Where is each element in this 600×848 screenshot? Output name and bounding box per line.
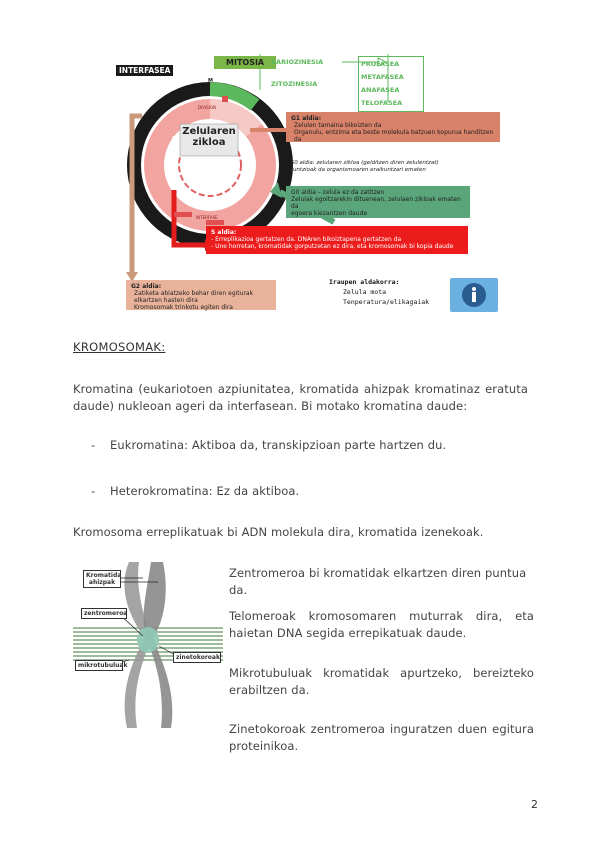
kariozinesia-label: KARIOZINESIA [271,58,324,66]
duration-block [329,277,449,307]
label-zentromeroa: zentromeroa [81,608,127,619]
s-line: - Une horretan, kromatidak gorputzetan ez dira, eta kromosomak bi kopia daude [211,243,454,250]
g1-title: G1 aldia: [291,115,322,122]
g0-box-line: egoera kiezantzen daude [291,210,368,217]
g0-box-line: G0 aldia – zelula ez da zatitzen [291,189,385,196]
ring-label-m: M [208,78,213,84]
s-title: S aldia: [211,229,237,236]
label-kromatida: Kromatida ahizpak [83,570,121,588]
info-icon[interactable] [450,278,498,312]
phase-item: TELOFASEA [361,99,403,107]
g2-box [126,280,276,310]
phase-item: PROFASEA [361,60,400,68]
centromere [137,627,159,653]
interfase-label: INTERFASEA [116,65,173,76]
g0-note [290,160,500,174]
phase-item: METAFASEA [361,73,404,81]
g0-box-line: Zelulak egoitzarekin dituenean, zelulaen zikloak ematen da [291,196,461,210]
g0-note-line: G0 aldia: zelularen zikloa (gelditzen diren zelulentzat) [290,160,439,166]
duration-item: Tenperatura/elikagaiak [343,298,430,306]
g0-box [286,186,470,218]
cell-cycle-diagram [110,50,500,320]
definition-zentromeroa: Zentromeroa bi kromatidak elkartzen diren puntua da. [229,566,527,597]
g0-note-line: Funtzioak da organismoaren eraikuntzari ematen [290,167,426,173]
label-zinetokoroak: zinetokoroak [173,652,221,663]
phase-item: ANAFASEA [361,86,400,94]
list-item [91,437,511,483]
g2-title: G2 aldia: [131,283,162,290]
phases-list [358,56,424,112]
duration-item: Zelula mota [343,288,387,296]
ring-label-s: S [168,174,172,180]
definition-telomeroak: Telomeroak kromosomaren muturrak dira, eta haietan DNA segida errepikatuak daude. [229,609,534,640]
bullet-list [91,437,511,500]
definition-mikrotubuluak: Mikrotubuluak kromatidak apurtzeko, bereizteko erabiltzen da. [229,666,534,697]
s-line: - Erreplikazioa gertatzen da. DNAren bikoiztapena gertatzen da [211,236,402,243]
paragraph-erreplikatuak: Kromosoma erreplikatuak bi ADN molekula dira, kromatida izenekoak. [73,525,484,539]
list-item [91,483,511,500]
g1-line: Organulu, entzima eta beste molekula batzuen kopurua handitzen da [294,129,494,143]
duration-title: Iraupen aldakorra: [329,278,400,286]
g1-line: Zelulen tamaina bikoizten da [294,122,382,129]
g2-line: Zatiketa abiatzeko behar diren egiturak elkartzen hasten dira [134,290,254,304]
chromosome-figure [73,560,223,730]
mitosia-label: MITOSIA [214,56,276,69]
g2-line: Kromosomak trinkotu egiten dira [134,304,233,311]
section-heading: KROMOSOMAK: [73,340,166,354]
cycle-center-label: Zelularen zikloa [182,126,236,148]
ring-label-g1: G1 [246,146,254,152]
bullet-text: Eukromatina: Aktiboa da, transkipzioan parte hartzen du. [110,438,447,452]
ring-label-g2: G2 [172,136,180,142]
bullet-dash: - [91,438,96,452]
page-number: 2 [531,798,538,811]
label-mikrotubuluak: mikrotubuluak [75,660,123,671]
g1-box [286,112,500,142]
ring-label-interfase: INTERFASE [196,215,218,220]
ring-label-division: DIVISION [198,105,217,110]
bullet-text: Heterokromatina: Ez da aktiboa. [110,484,300,498]
ring-label-go: GO [246,170,255,176]
definition-zinetokoroak: Zinetokoroak zentromeroa inguratzen duen egitura proteinikoa. [229,722,534,753]
bullet-dash: - [91,484,96,498]
zitozinesia-label: ZITOZINESIA [271,80,318,88]
paragraph-kromatina: Kromatina (eukariotoen azpiunitatea, kromatida ahizpak kromatinaz eratuta daude) nukleoan ageri da interfasean. Bi motako kromatina daude: [73,382,528,413]
s-box [206,226,468,254]
